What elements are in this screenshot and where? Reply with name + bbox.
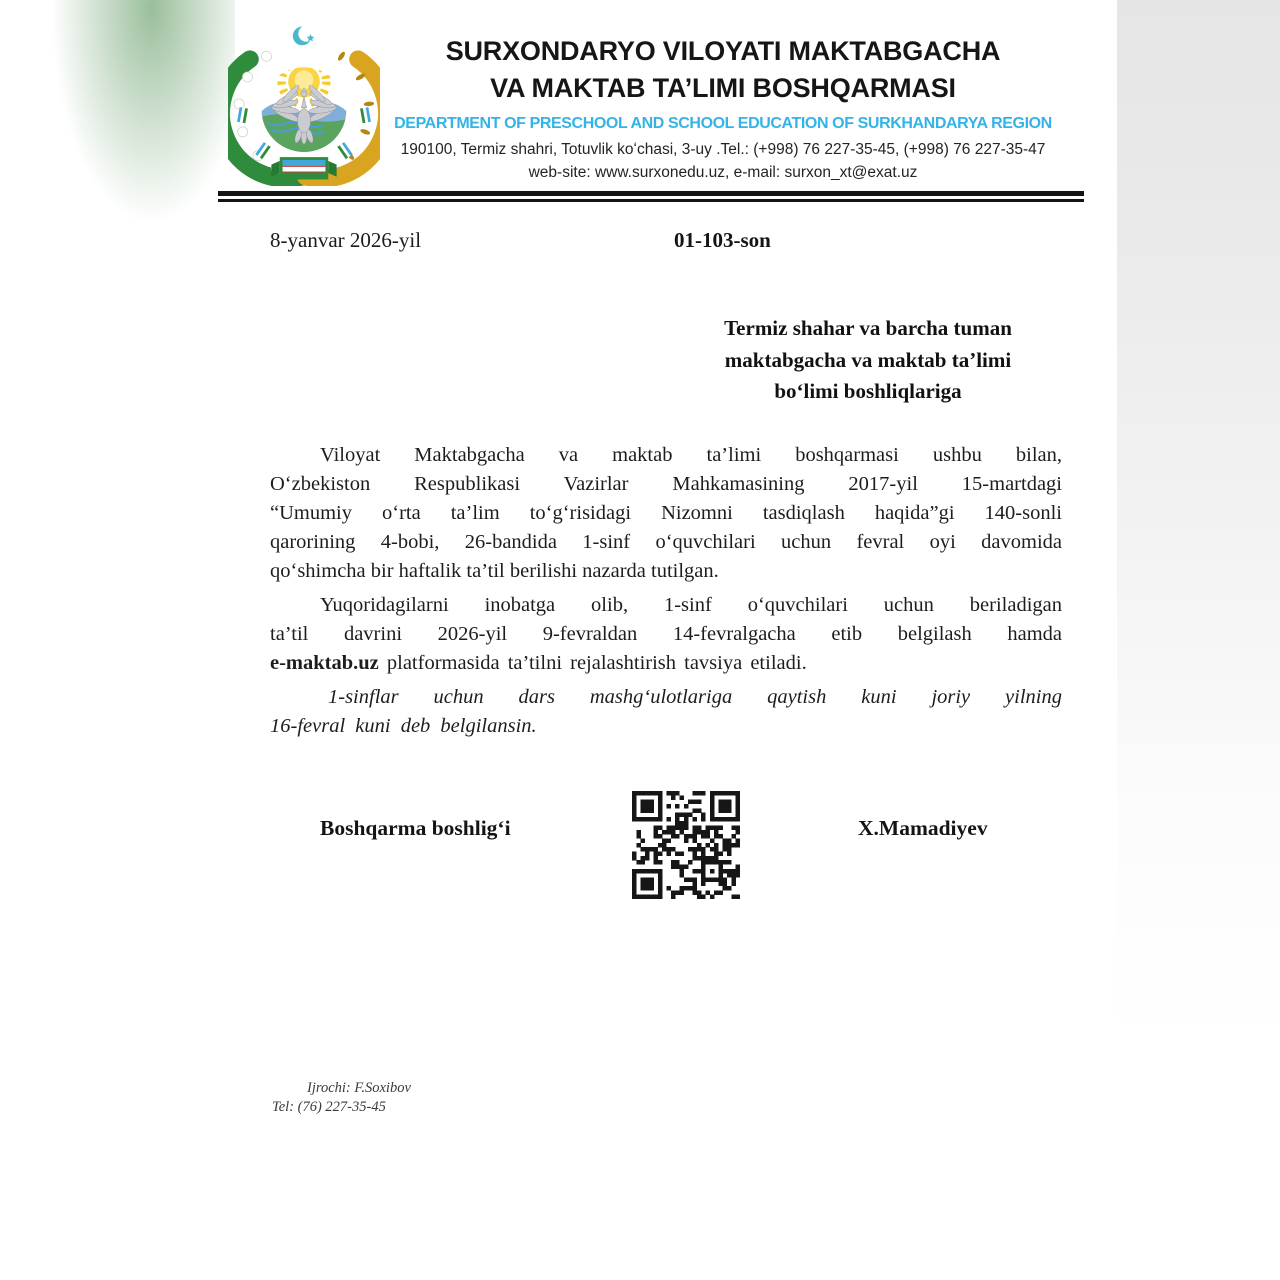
platform-name: e-maktab.uz	[270, 652, 379, 674]
paragraph-1	[270, 441, 1062, 586]
body-line: Oʻzbekiston Respublikasi Vazirlar Mahkamasining 2017-yil 15-martdagi	[270, 473, 1062, 495]
body-line: qarorining 4-bobi, 26-bandida 1-sinf oʻquvchilari uchun fevral oyi davomida	[270, 531, 1062, 553]
recipient-line-3: boʻlimi boshliqlariga	[774, 379, 962, 403]
signature-role: Boshqarma boshligʻi	[320, 816, 511, 840]
qr-code	[632, 791, 740, 899]
background-green-blur	[0, 0, 235, 440]
body-line-rest: platformasida ta’tilni rejalashtirish tavsiya etiladi.	[378, 652, 807, 674]
flag-banner	[271, 157, 336, 179]
org-title-line2: VA MAKTAB TA’LIMI BOSHQARMASI	[490, 73, 956, 103]
executor-phone: Tel: (76) 227-35-45	[272, 1098, 386, 1115]
body-line: “Umumiy oʻrta ta’lim toʻgʻrisidagi Nizomni tasdiqlash haqida”gi 140-sonli	[270, 502, 1062, 524]
body-line	[270, 649, 1062, 678]
org-contacts: web-site: www.surxonedu.uz, e-mail: surxon_xt@exat.uz	[528, 164, 918, 181]
recipient-line-1: Termiz shahar va barcha tuman	[724, 316, 1012, 340]
recipient-line-2: maktabgacha va maktab ta’limi	[724, 347, 1012, 372]
paragraph-2	[270, 591, 1062, 678]
letterhead	[392, 34, 1054, 183]
body-line: 16-fevral kuni deb belgilansin.	[270, 715, 537, 737]
executor-name: Ijrochi: F.Soxibov	[307, 1080, 411, 1096]
org-title-line1: SURXONDARYO VILOYATI MAKTABGACHA	[445, 36, 1001, 66]
body-line: 1-sinflar uchun dars mashgʻulotlariga qaytish kuni joriy yilning	[328, 686, 1062, 708]
uzbekistan-emblem-icon	[228, 22, 380, 186]
document-date: 8-yanvar 2026-yil	[270, 228, 422, 252]
executor-block	[272, 1079, 411, 1116]
letter-body	[270, 441, 1062, 741]
divider-thin-line	[218, 199, 1084, 202]
body-line: ta’til davrini 2026-yil 9-fevraldan 14-fevralgacha etib belgilash hamda	[270, 623, 1062, 645]
background-gray-strip	[1117, 0, 1280, 1050]
document-number: 01-103-son	[674, 228, 771, 252]
body-line: Yuqoridagilarni inobatga olib, 1-sinf oʻquvchilari uchun beriladigan	[320, 594, 1062, 616]
header-divider	[218, 191, 1084, 202]
recipient-block	[698, 313, 1038, 408]
paragraph-3	[270, 683, 1062, 741]
divider-thick-line	[218, 191, 1084, 196]
org-address: 190100, Termiz shahri, Totuvlik koʻchasi, 3-uy .Tel.: (+998) 76 227-35-45, (+998) 76 227-35-47	[400, 141, 1046, 158]
body-line: qoʻshimcha bir haftalik ta’til berilishi nazarda tutilgan.	[270, 560, 719, 582]
signature-name: X.Mamadiyev	[858, 816, 988, 840]
body-line: Viloyat Maktabgacha va maktab ta’limi boshqarmasi ushbu bilan,	[320, 444, 1062, 466]
org-subtitle-en: DEPARTMENT OF PRESCHOOL AND SCHOOL EDUCATION OF SURKHANDARYA REGION	[394, 115, 1052, 132]
